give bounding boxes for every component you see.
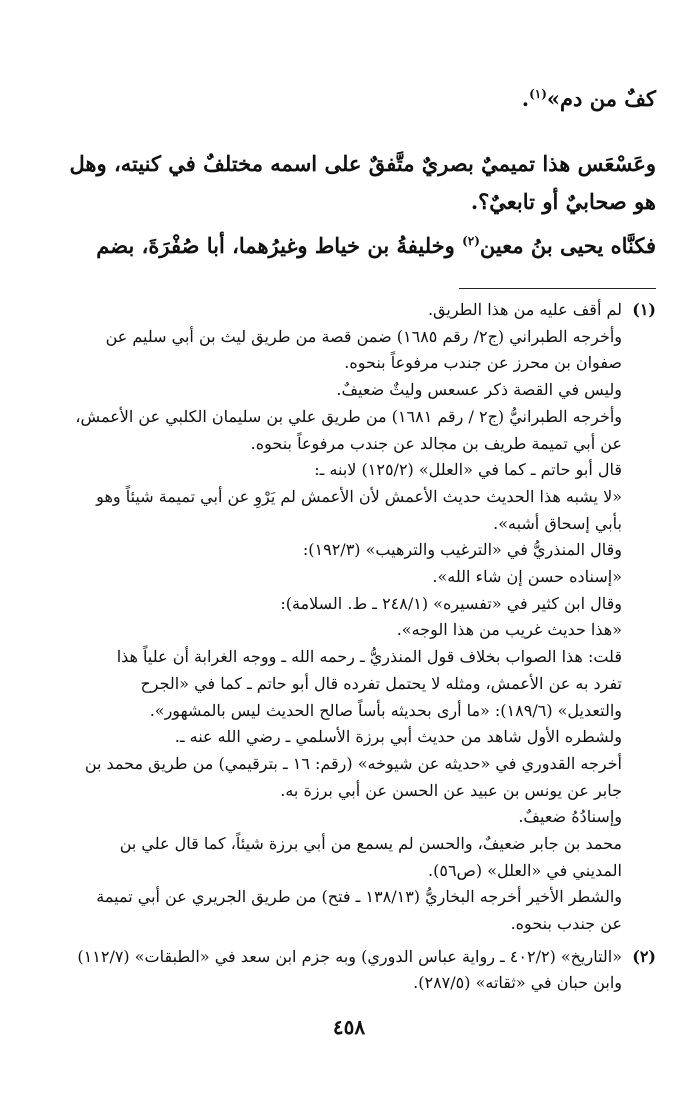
footnote-2-line: وابن حبان في «ثقاته» (٢٨٧/٥). — [413, 973, 622, 992]
footnote-1-line: قلت: هذا الصواب بخلاف قول المنذريُّ ـ رحمه الله ـ ووجه الغرابة أن علياً هذا — [116, 647, 622, 667]
main-line-3: هو صحابيٌ أو تابعيٌ؟. — [470, 189, 656, 214]
footnote-1-number: (١) — [632, 300, 656, 319]
footnote-1-line: وأخرجه الطبرانيُّ (ج٢ / رقم ١٦٨١) من طريق علي بن سليمان الكلبي عن الأعمش، — [75, 406, 622, 426]
footnote-1-line: وإسنادُهُ ضعيفٌ. — [518, 807, 622, 827]
footnote-ref-1: (١) — [529, 87, 547, 101]
footnote-1-line: لم أقف عليه من هذا الطريق. — [427, 300, 622, 319]
main-line-4-start: فكنَّاه يحيى بنُ معين — [479, 233, 656, 258]
footnote-1-line: جابر عن يونس بن عبيد عن الحسن عن أبي برزة به. — [280, 780, 622, 800]
footnote-1-line: صفوان بن محرز عن جندب مرفوعاً بنحوه. — [344, 353, 622, 373]
footnote-1-line: المديني في «العلل» (ص٥٦). — [428, 860, 622, 880]
main-line-1 — [522, 86, 656, 111]
footnote-1-line: وأخرجه الطبراني (ج٢/ رقم ١٦٨٥) ضمن قصة من طريق ليث بن أبي سليم عن — [105, 326, 622, 346]
main-line-4-end: وخليفةُ بن خياط وغيرُهما، أبا صُفْرَةَ، بضم — [96, 233, 463, 258]
main-line-4 — [96, 233, 656, 258]
footnote-2-number: (٢) — [632, 947, 656, 966]
footnote-separator — [459, 288, 656, 289]
footnote-ref-2: (٢) — [462, 234, 480, 248]
footnote-1-line: محمد بن جابر ضعيفٌ، والحسن لم يسمع من أبي برزة شيئاً، كما قال علي بن — [119, 834, 622, 853]
footnote-1-line: وقال المنذريُّ في «الترغيب والترهيب» (١٩٢/٣): — [302, 540, 622, 560]
footnote-1-line: ولشطره الأول شاهد من حديث أبي برزة الأسلمي ـ رضي الله عنه ـ. — [174, 727, 622, 747]
footnote-1-line: عن أبي تميمة طريف بن مجالد عن جندب مرفوعاً بنحوه. — [250, 433, 622, 453]
page-number: ٤٥٨ — [332, 1015, 366, 1039]
footnote-1-line: عن جندب بنحوه. — [510, 914, 622, 934]
footnote-1-line: وليس في القصة ذكر عسعس وليثٌ ضعيفٌ. — [336, 380, 622, 400]
footnote-1-line: «إسناده حسن إن شاء الله». — [432, 567, 622, 586]
footnote-1-line: أخرجه القدوري في «حديثه عن شيوخه» (رقم: ١٦ ـ بترقيمي) من طريق محمد بن — [84, 753, 622, 773]
footnote-1-line: وقال ابن كثير في «تفسيره» (٢٤٨/١ ـ ط. السلامة): — [280, 593, 622, 613]
footnote-1-line: والشطر الأخير أخرجه البخاريُّ (١٣٨/١٣ ـ فتح) من طريق الجريري عن أبي تميمة — [96, 887, 622, 907]
footnote-1-line: تفرد به عن الأعمش، ومثله لا يحتمل تفرده قال أبو حاتم ـ كما في «الجرح — [140, 673, 622, 693]
footnote-1-line: والتعديل» (١٨٩/٦): «ما أرى بحديثه بأساً صالح الحديث ليس بالمشهور». — [149, 700, 622, 720]
footnote-1-line: «هذا حديث غريب من هذا الوجه». — [396, 620, 622, 640]
footnote-1-line: بأبي إسحاق أشبه». — [493, 513, 622, 533]
footnote-1-line: قال أبو حاتم ـ كما في «العلل» (١٢٥/٢) لابنه ـ: — [314, 460, 622, 480]
main-line-1-end: . — [521, 86, 530, 111]
main-line-2: وعَسْعَس هذا تميميٌ بصريٌ متَّفقٌ على اسمه مختلفٌ في كنيته، وهل — [69, 151, 656, 176]
main-line-1-text: كفٌ من دم» — [546, 86, 656, 111]
footnote-1-line: «لا يشبه هذا الحديث حديث الأعمش لأن الأعمش لم يَرْوِ عن أبي تميمة شيئاً وهو — [96, 486, 622, 506]
footnote-2-line: «التاريخ» (٤٠٢/٢ ـ رواية عباس الدوري) وبه جزم ابن سعد في «الطبقات» (١١٢/٧) — [77, 947, 622, 966]
